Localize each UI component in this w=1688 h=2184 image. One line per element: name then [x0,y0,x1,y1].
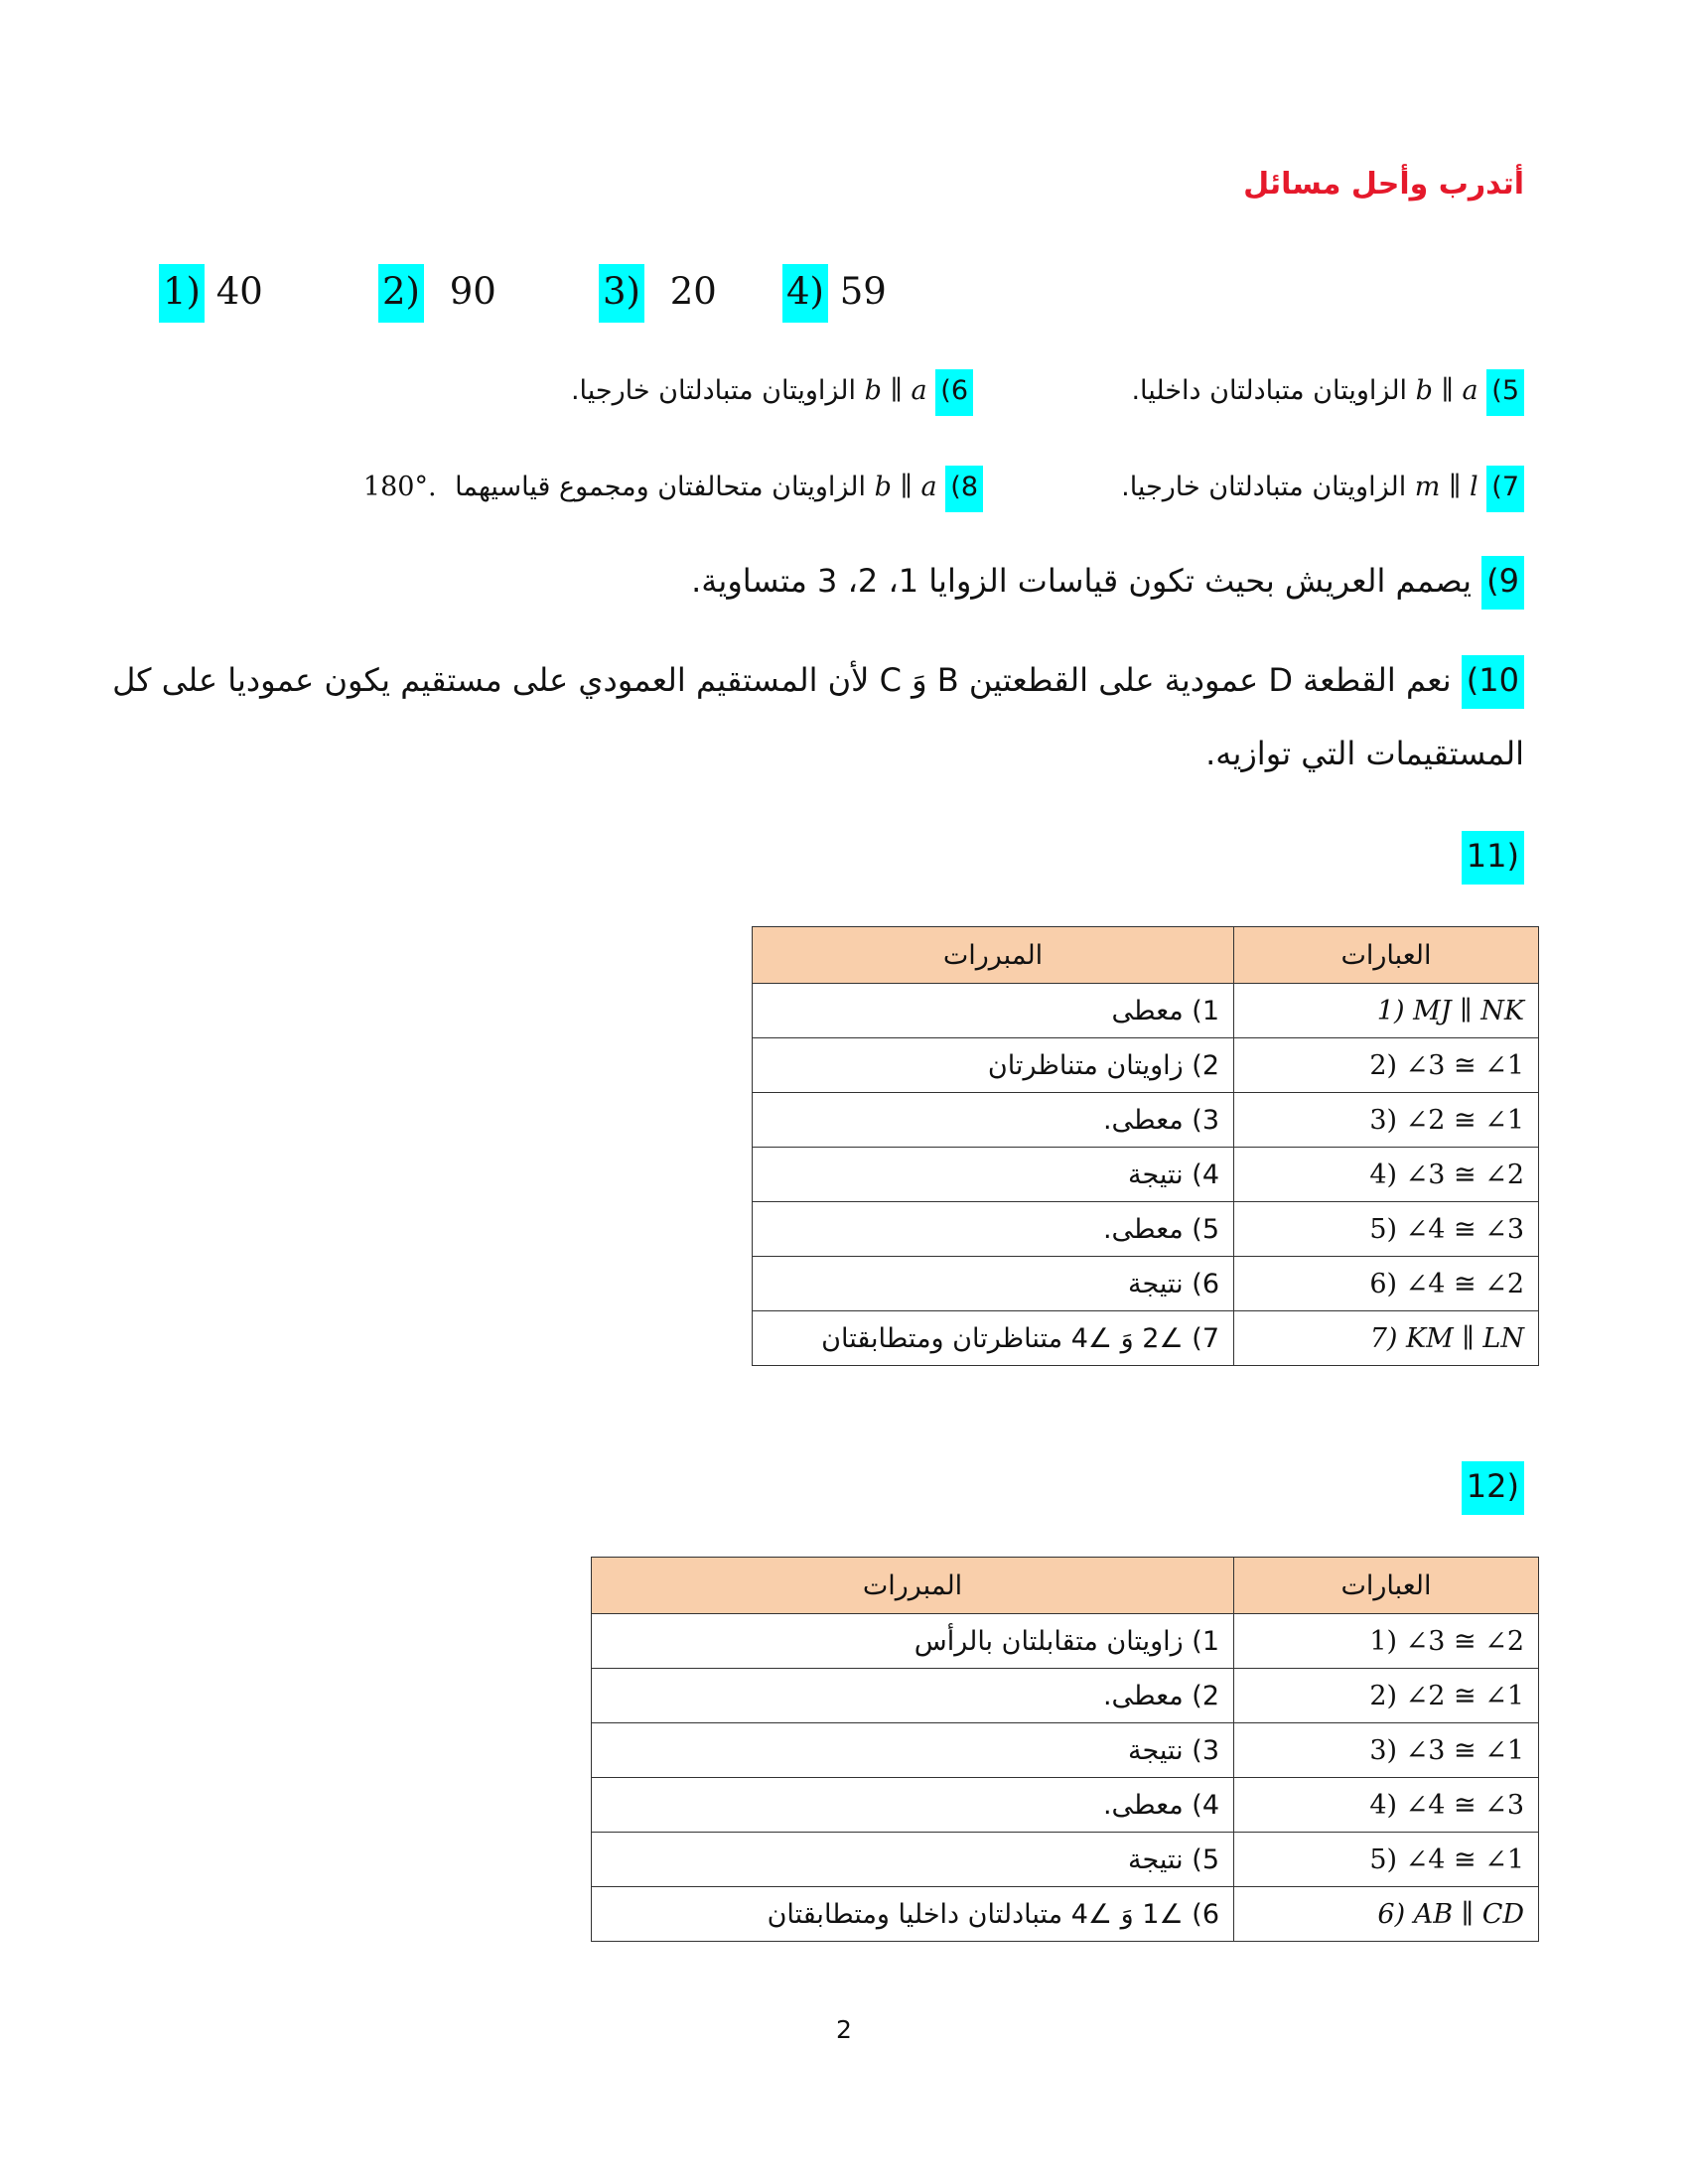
reason-cell: 5) معطى. [753,1202,1234,1257]
table-row [753,1311,1539,1366]
statement-cell: 6) AB ∥ CD [1234,1887,1539,1942]
question-6-number: 6) [935,369,973,416]
answer-4-number: 4) [782,264,828,323]
question-5-symbol: b ∥ a [1415,375,1478,406]
reason-cell: 2) زاويتان متناظرتان [753,1038,1234,1093]
reason-cell: 6) ∠1 وَ ∠4 متبادلتان داخليا ومتطابقتان [592,1887,1234,1942]
header-reasons: المبررات [592,1558,1234,1614]
reason-cell: 2) معطى. [592,1669,1234,1723]
question-8-text: الزاويتان متحالفتان ومجموع قياسيهما [455,472,867,502]
reason-cell: 3) نتيجة [592,1723,1234,1778]
reason-cell: 6) نتيجة [753,1257,1234,1311]
reason-cell: 5) نتيجة [592,1833,1234,1887]
answer-2 [378,270,496,313]
question-9 [691,562,1524,600]
question-10-line-1: نعم القطعة D عمودية على القطعتين B وَ C لأن المستقيم العمودي على مستقيم يكون عموديا على كل [112,661,1452,699]
question-8-symbol: b ∥ a [874,472,937,502]
table-row [592,1614,1539,1669]
answer-4-value: 59 [839,270,887,313]
question-8-number: 8) [945,466,983,512]
question-7-text: الزاويتان متبادلتان خارجيا. [1121,472,1407,502]
answer-1 [159,270,263,313]
statement-cell: 4) ∠3 ≅ ∠2 [1234,1148,1539,1202]
proof-table-12 [591,1557,1539,1942]
question-7-symbol: m ∥ l [1414,472,1478,502]
table-row [753,984,1539,1038]
statement-cell: 1) ∠3 ≅ ∠2 [1234,1614,1539,1669]
table-row [753,1257,1539,1311]
question-10 [112,661,1524,699]
table-row [592,1669,1539,1723]
reason-cell: 7) ∠2 وَ ∠4 متناظرتان ومتطابقتان [753,1311,1234,1366]
reason-cell: 3) معطى. [753,1093,1234,1148]
question-9-text: يصمم العريش بحيث تكون قياسات الزوايا 1، 2، 3 متساوية. [691,562,1472,600]
question-5-number: 5) [1486,369,1524,416]
reason-cell: 4) نتيجة [753,1148,1234,1202]
statement-cell: 2) ∠2 ≅ ∠1 [1234,1669,1539,1723]
table-header-row [753,927,1539,984]
statement-cell: 3) ∠3 ≅ ∠1 [1234,1723,1539,1778]
answer-1-number: 1) [159,264,205,323]
question-5-text: الزاويتان متبادلتان داخليا. [1131,375,1408,406]
answer-2-number: 2) [378,264,424,323]
question-6 [571,375,973,406]
question-7-number: 7) [1486,466,1524,512]
table-row [753,1148,1539,1202]
statement-cell: 3) ∠2 ≅ ∠1 [1234,1093,1539,1148]
proof-table-11 [752,926,1539,1366]
question-8 [363,472,983,502]
question-10-number: 10) [1462,655,1524,709]
answer-3 [599,270,717,313]
question-8-degrees: 180°. [362,472,437,502]
header-statements: العبارات [1234,927,1539,984]
question-7 [1121,472,1524,502]
statement-cell: 7) KM ∥ LN [1234,1311,1539,1366]
page-number: 2 [836,2015,852,2044]
question-6-symbol: b ∥ a [864,375,927,406]
statement-cell: 5) ∠4 ≅ ∠3 [1234,1202,1539,1257]
header-statements: العبارات [1234,1558,1539,1614]
table-row [592,1723,1539,1778]
question-11-number: (11 [1462,831,1524,885]
statement-cell: 2) ∠3 ≅ ∠1 [1234,1038,1539,1093]
statement-cell: 6) ∠4 ≅ ∠2 [1234,1257,1539,1311]
reason-cell: 1) معطى [753,984,1234,1038]
question-10-continued: المستقيمات التي توازيه. [1205,735,1524,772]
table-row [592,1833,1539,1887]
answer-3-number: 3) [599,264,644,323]
table-row [753,1202,1539,1257]
answer-1-value: 40 [215,270,263,313]
answer-3-value: 20 [669,270,717,313]
table-row [753,1038,1539,1093]
question-9-number: 9) [1481,556,1524,610]
reason-cell: 4) معطى. [592,1778,1234,1833]
table-row [753,1093,1539,1148]
header-reasons: المبررات [753,927,1234,984]
table-row [592,1887,1539,1942]
statement-cell: 5) ∠4 ≅ ∠1 [1234,1833,1539,1887]
statement-cell [1234,984,1539,1038]
statement-cell: 4) ∠4 ≅ ∠3 [1234,1778,1539,1833]
table-header-row [592,1558,1539,1614]
question-11 [1462,837,1524,875]
answer-2-value: 90 [449,270,496,313]
question-12 [1462,1467,1524,1505]
answer-4 [782,270,887,313]
table-row [592,1778,1539,1833]
question-12-number: (12 [1462,1461,1524,1515]
statement-text: 1) MJ ∥ NK [1376,995,1524,1026]
reason-cell: 1) زاويتان متقابلتان بالرأس [592,1614,1234,1669]
question-5 [1131,375,1524,406]
question-6-text: الزاويتان متبادلتان خارجيا. [570,375,857,406]
section-heading: أتدرب وأحل مسائل [1243,167,1524,202]
